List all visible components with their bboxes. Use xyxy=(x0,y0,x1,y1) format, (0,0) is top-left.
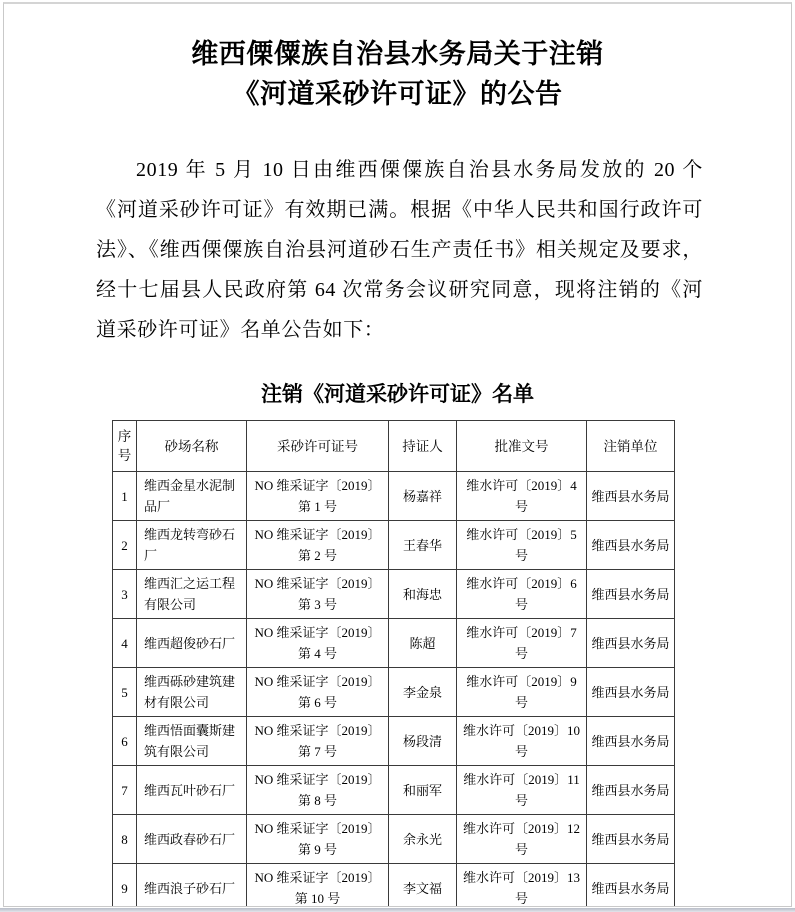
cell-site-name: 维西超俊砂石厂 xyxy=(137,619,247,668)
column-header-holder: 持证人 xyxy=(389,421,457,472)
cell-permit-number: NO 维采证字〔2019〕第 2 号 xyxy=(247,521,389,570)
table-header xyxy=(113,421,675,472)
cell-approval-document: 维水许可〔2019〕4 号 xyxy=(457,472,587,521)
document-page xyxy=(3,2,792,907)
table-row xyxy=(113,668,675,717)
cell-holder: 陈超 xyxy=(389,619,457,668)
cell-permit-number: NO 维采证字〔2019〕第 10 号 xyxy=(247,864,389,908)
cell-sequence: 6 xyxy=(113,717,137,766)
cell-revoking-unit: 维西县水务局 xyxy=(587,864,675,908)
cell-approval-document: 维水许可〔2019〕5 号 xyxy=(457,521,587,570)
cell-holder: 李金泉 xyxy=(389,668,457,717)
table-header-row xyxy=(113,421,675,472)
cell-sequence: 1 xyxy=(113,472,137,521)
page-bottom-edge xyxy=(0,908,795,912)
table-row xyxy=(113,766,675,815)
cell-sequence: 3 xyxy=(113,570,137,619)
cell-revoking-unit: 维西县水务局 xyxy=(587,717,675,766)
table-row xyxy=(113,815,675,864)
cell-permit-number: NO 维采证字〔2019〕第 1 号 xyxy=(247,472,389,521)
column-header-permit-number: 采砂许可证号 xyxy=(247,421,389,472)
cell-sequence: 8 xyxy=(113,815,137,864)
cell-permit-number: NO 维采证字〔2019〕第 8 号 xyxy=(247,766,389,815)
cell-site-name: 维西悟面囊斯建筑有限公司 xyxy=(137,717,247,766)
table-row xyxy=(113,717,675,766)
column-header-sequence xyxy=(113,421,137,472)
table-row xyxy=(113,472,675,521)
cell-revoking-unit: 维西县水务局 xyxy=(587,570,675,619)
column-header-site-name: 砂场名称 xyxy=(137,421,247,472)
cell-revoking-unit: 维西县水务局 xyxy=(587,619,675,668)
cell-revoking-unit: 维西县水务局 xyxy=(587,668,675,717)
table-row xyxy=(113,864,675,908)
column-header-approval-document: 批准文号 xyxy=(457,421,587,472)
cell-site-name: 维西砾砂建筑建材有限公司 xyxy=(137,668,247,717)
body-paragraph: 2019 年 5 月 10 日由维西傈僳族自治县水务局发放的 20 个《河道采砂许可证》有效期已满。根据《中华人民共和国行政许可法》、《维西傈僳族自治县河道砂石生产责任书》相关规定及要求，经十七届县人民政府第 64 次常务会议研究同意，现将注销的《河道采砂许可证》名单公告如下： xyxy=(96,159,703,341)
cell-site-name: 维西龙转弯砂石厂 xyxy=(137,521,247,570)
cell-revoking-unit: 维西县水务局 xyxy=(587,472,675,521)
cell-approval-document: 维水许可〔2019〕9 号 xyxy=(457,668,587,717)
cell-revoking-unit: 维西县水务局 xyxy=(587,815,675,864)
cell-approval-document: 维水许可〔2019〕11 号 xyxy=(457,766,587,815)
cell-sequence: 9 xyxy=(113,864,137,908)
cell-revoking-unit: 维西县水务局 xyxy=(587,521,675,570)
cell-sequence: 2 xyxy=(113,521,137,570)
cell-holder: 余永光 xyxy=(389,815,457,864)
revoked-permits-table xyxy=(112,420,675,907)
cell-sequence: 7 xyxy=(113,766,137,815)
cell-revoking-unit: 维西县水务局 xyxy=(587,766,675,815)
cell-holder: 杨段清 xyxy=(389,717,457,766)
cell-approval-document: 维水许可〔2019〕10 号 xyxy=(457,717,587,766)
cell-approval-document: 维水许可〔2019〕13 号 xyxy=(457,864,587,908)
cell-holder: 杨嘉祥 xyxy=(389,472,457,521)
page-title-line-1: 维西傈僳族自治县水务局关于注销 xyxy=(191,39,604,69)
cell-permit-number: NO 维采证字〔2019〕第 6 号 xyxy=(247,668,389,717)
cell-holder: 和海忠 xyxy=(389,570,457,619)
cell-permit-number: NO 维采证字〔2019〕第 9 号 xyxy=(247,815,389,864)
cell-permit-number: NO 维采证字〔2019〕第 3 号 xyxy=(247,570,389,619)
cell-permit-number: NO 维采证字〔2019〕第 4 号 xyxy=(247,619,389,668)
cell-site-name: 维西浪子砂石厂 xyxy=(137,864,247,908)
table-row xyxy=(113,619,675,668)
cell-site-name: 维西政春砂石厂 xyxy=(137,815,247,864)
table-body xyxy=(113,472,675,908)
cell-holder: 李文福 xyxy=(389,864,457,908)
cell-holder: 和丽军 xyxy=(389,766,457,815)
cell-site-name: 维西汇之运工程有限公司 xyxy=(137,570,247,619)
column-header-sequence-line-1: 序 xyxy=(117,429,132,444)
table-container xyxy=(4,420,791,907)
cell-holder: 王春华 xyxy=(389,521,457,570)
cell-approval-document: 维水许可〔2019〕7 号 xyxy=(457,619,587,668)
table-row xyxy=(113,570,675,619)
column-header-revoking-unit: 注销单位 xyxy=(587,421,675,472)
column-header-sequence-line-2: 号 xyxy=(117,448,132,463)
document-body xyxy=(4,114,791,350)
cell-sequence: 5 xyxy=(113,668,137,717)
cell-site-name: 维西瓦叶砂石厂 xyxy=(137,766,247,815)
page-title-line-2: 《河道采砂许可证》的公告 xyxy=(232,79,563,109)
table-row xyxy=(113,521,675,570)
cell-permit-number: NO 维采证字〔2019〕第 7 号 xyxy=(247,717,389,766)
cell-approval-document: 维水许可〔2019〕6 号 xyxy=(457,570,587,619)
cell-site-name: 维西金星水泥制品厂 xyxy=(137,472,247,521)
table-caption: 注销《河道采砂许可证》名单 xyxy=(261,382,534,406)
cell-sequence: 4 xyxy=(113,619,137,668)
page-title xyxy=(4,4,791,114)
cell-approval-document: 维水许可〔2019〕12 号 xyxy=(457,815,587,864)
